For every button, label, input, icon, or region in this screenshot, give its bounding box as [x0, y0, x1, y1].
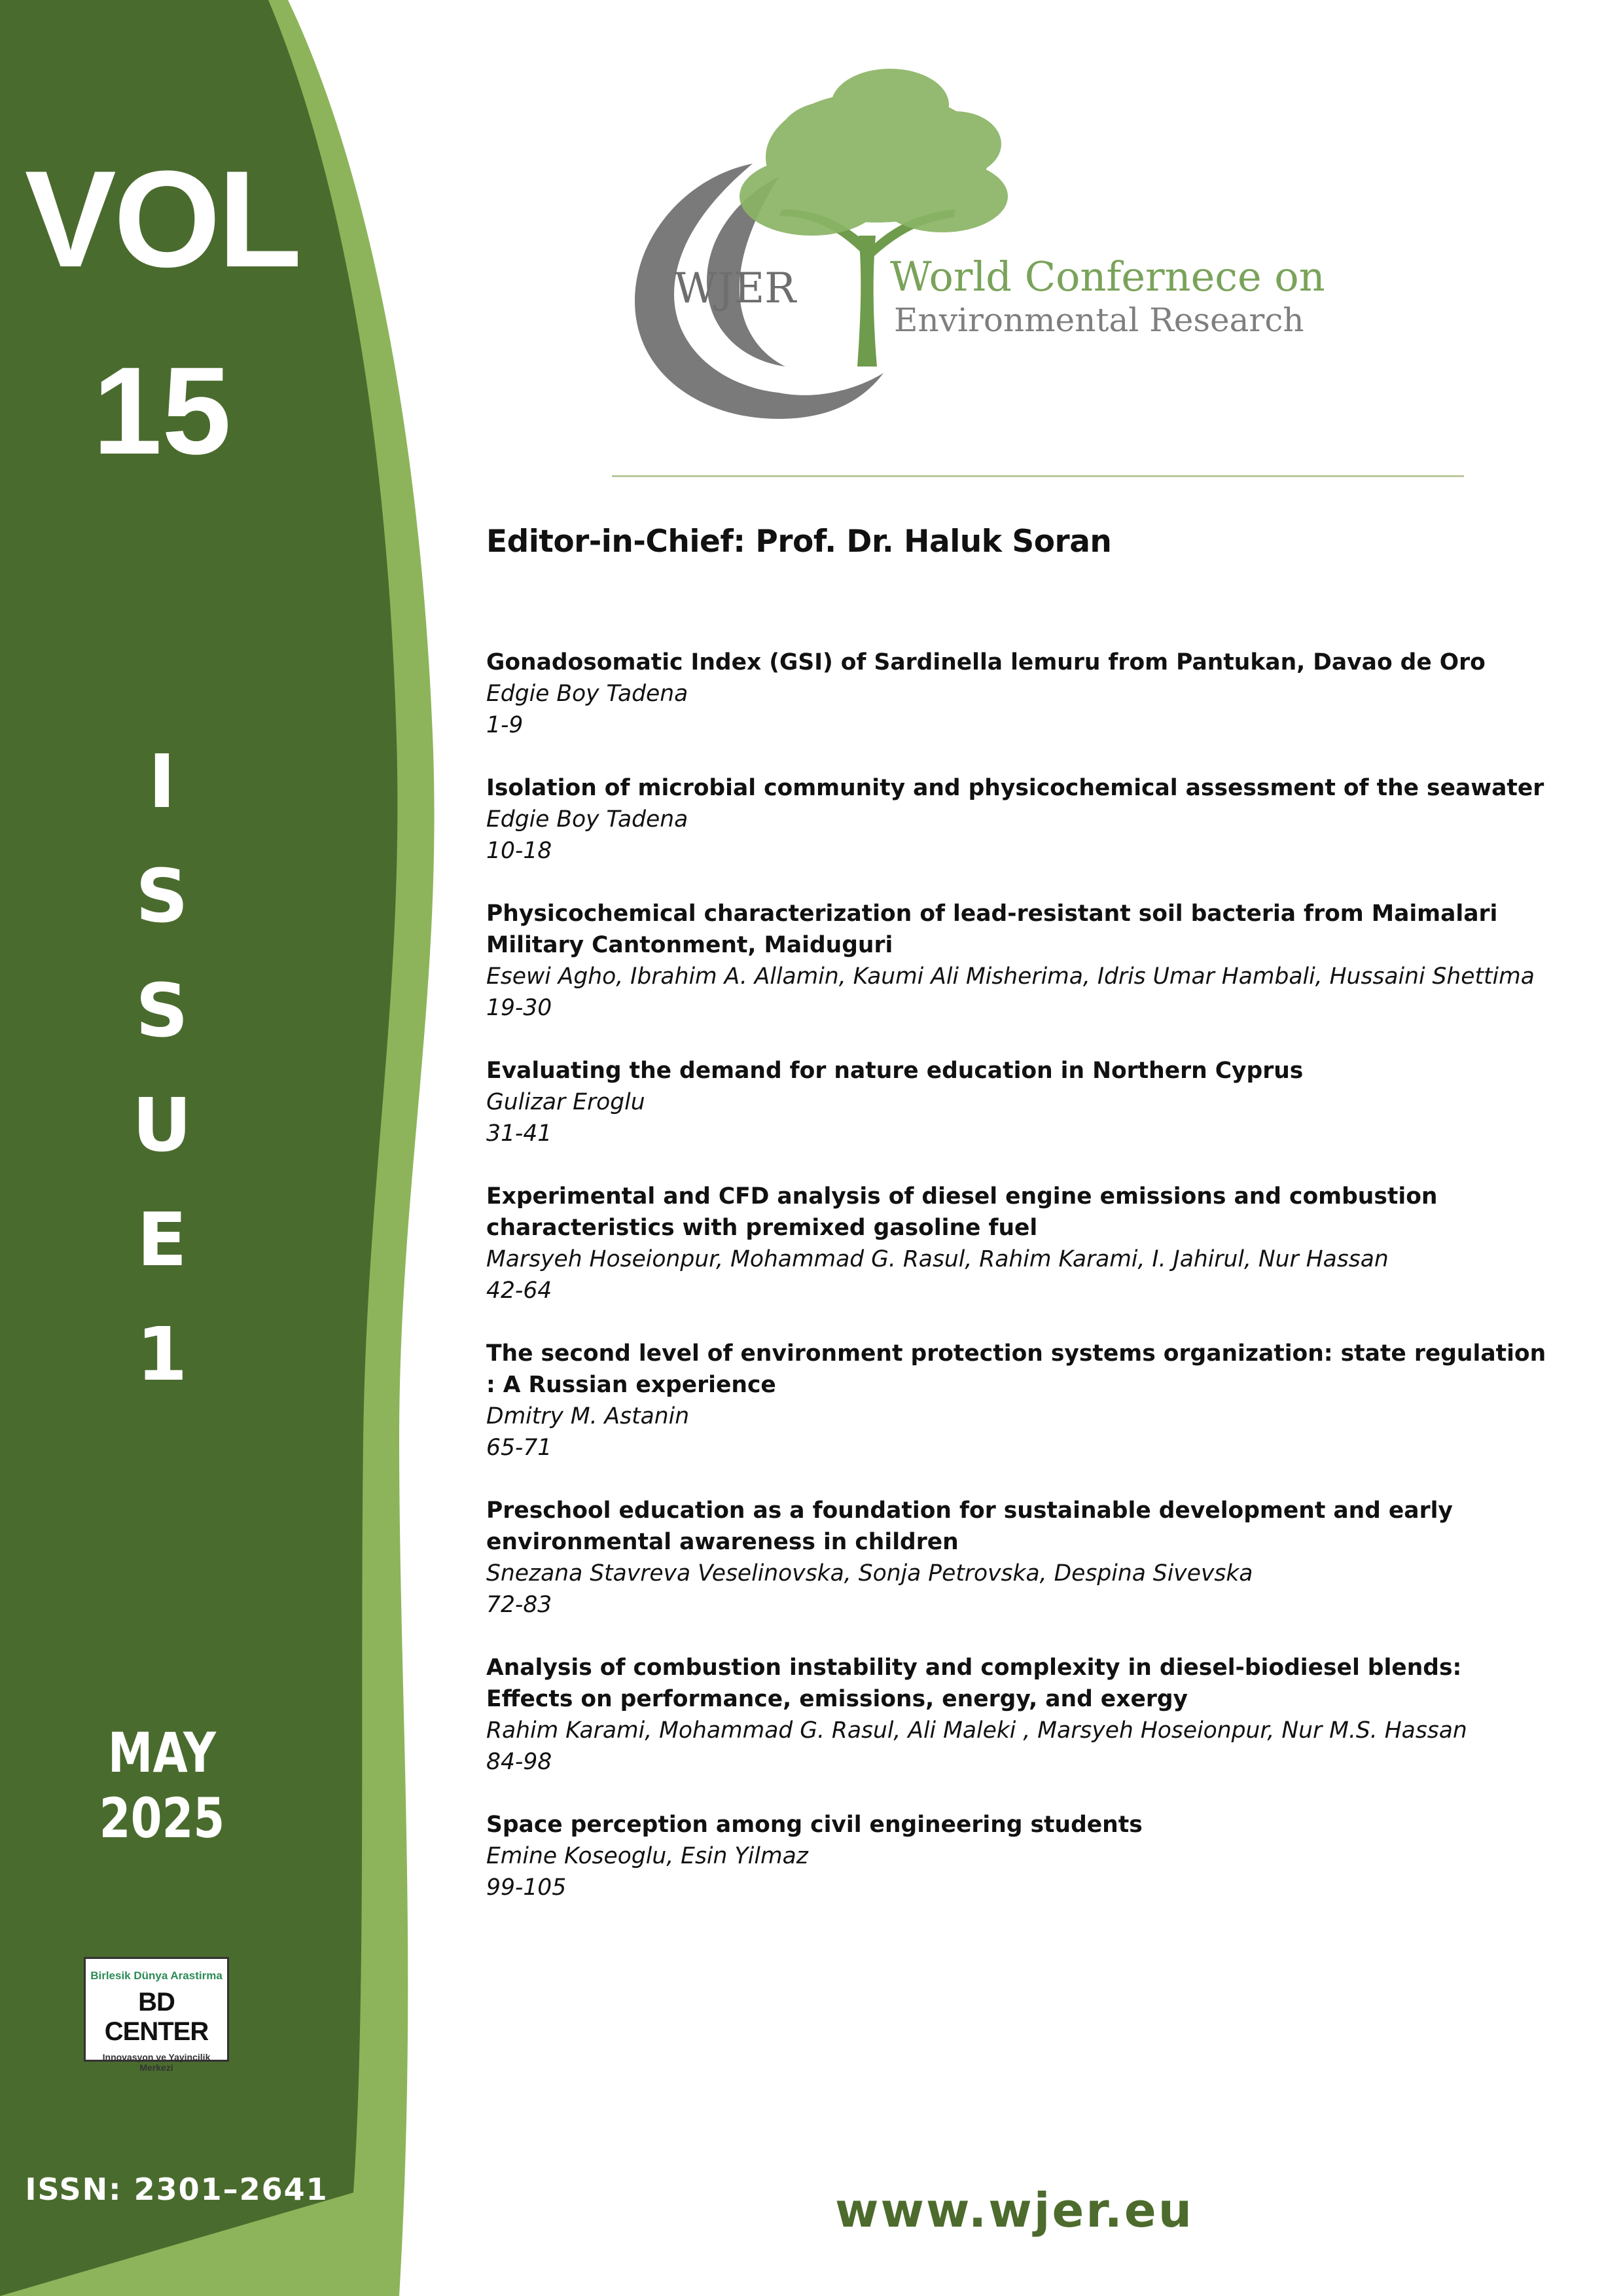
toc-entry: [486, 1181, 1546, 1306]
toc-entry: [486, 1055, 1546, 1149]
article-authors: Snezana Stavreva Veselinovska, Sonja Petrovska, Despina Sivevska: [486, 1560, 1253, 1587]
tree-canopy: [740, 69, 1008, 236]
article-title: Analysis of combustion instability and complexity in diesel-biodiesel blends: Effects on performance, emissions, energy, and exergy: [486, 1655, 1462, 1712]
issue-letter: I: [148, 740, 176, 825]
editor-in-chief: Editor-in-Chief: Prof. Dr. Haluk Soran: [486, 524, 1112, 560]
volume-label: VOL: [24, 142, 300, 296]
toc-entry: [486, 1809, 1546, 1903]
toc-entry: [486, 898, 1546, 1024]
article-authors: Emine Koseoglu, Esin Yilmaz: [486, 1843, 808, 1869]
article-authors: Edgie Boy Tadena: [486, 806, 688, 833]
article-title: Space perception among civil engineering students: [486, 1812, 1143, 1838]
journal-logo: [615, 65, 1348, 432]
article-authors: Dmitry M. Astanin: [486, 1403, 690, 1429]
article-authors: Gulizar Eroglu: [486, 1089, 645, 1115]
issue-letter: S: [135, 969, 188, 1054]
publisher-logo-main: BD CENTER: [104, 1988, 209, 2046]
article-pages: 19-30: [486, 995, 552, 1021]
issue-letter: U: [132, 1083, 192, 1168]
toc-entry: [486, 1338, 1546, 1463]
article-title: Experimental and CFD analysis of diesel engine emissions and combustion characteristics with premixed gasoline fuel: [486, 1183, 1438, 1241]
table-of-contents: [486, 647, 1546, 1935]
article-authors: Esewi Agho, Ibrahim A. Allamin, Kaumi Ali Misherima, Idris Umar Hambali, Hussaini Shettima: [486, 963, 1535, 990]
issue-year: 2025: [99, 1786, 225, 1850]
publisher-logo-bottom: Innovasyon ve Yayincilik Merkezi: [102, 2052, 211, 2073]
article-pages: 72-83: [486, 1592, 552, 1618]
header-divider: [612, 475, 1464, 477]
toc-entry: [486, 647, 1546, 741]
issue-letter: 1: [136, 1312, 188, 1397]
toc-entry: [486, 1652, 1546, 1778]
issn: ISSN: 2301–2641: [25, 2172, 329, 2207]
article-authors: Marsyeh Hoseionpur, Mohammad G. Rasul, Rahim Karami, I. Jahirul, Nur Hassan: [486, 1246, 1389, 1272]
website-link[interactable]: www.wjer.eu: [834, 2183, 1194, 2238]
article-title: Isolation of microbial community and physicochemical assessment of the seawater: [486, 775, 1544, 801]
article-title: The second level of environment protection systems organization: state regulation : A Russian experience: [486, 1340, 1546, 1398]
article-title: Preschool education as a foundation for sustainable development and early environmental awareness in children: [486, 1498, 1453, 1555]
article-title: Evaluating the demand for nature education in Northern Cyprus: [486, 1058, 1304, 1084]
article-pages: 65-71: [486, 1435, 552, 1461]
article-pages: 42-64: [486, 1278, 552, 1304]
logo-abbreviation: WJER: [674, 264, 796, 313]
volume-number: 15: [92, 342, 232, 480]
article-authors: Rahim Karami, Mohammad G. Rasul, Ali Maleki , Marsyeh Hoseionpur, Nur M.S. Hassan: [486, 1717, 1467, 1744]
publisher-logo-top: Birlesik Dünya Arastirma: [90, 1969, 223, 1982]
article-pages: 99-105: [486, 1874, 567, 1901]
article-pages: 10-18: [486, 838, 552, 864]
logo-subtitle: Environmental Research: [894, 301, 1304, 339]
toc-entry: [486, 772, 1546, 867]
logo-title: World Confernece on: [890, 253, 1325, 300]
article-pages: 31-41: [486, 1121, 552, 1147]
article-title: Gonadosomatic Index (GSI) of Sardinella lemuru from Pantukan, Davao de Oro: [486, 649, 1486, 675]
issue-month: MAY: [107, 1721, 217, 1785]
issue-letter: E: [137, 1198, 187, 1283]
issue-letter: S: [135, 854, 188, 939]
article-authors: Edgie Boy Tadena: [486, 681, 688, 707]
publisher-logo: [84, 1957, 229, 2073]
article-pages: 1-9: [486, 712, 524, 738]
article-title: Physicochemical characterization of lead-resistant soil bacteria from Maimalari Military Cantonment, Maiduguri: [486, 901, 1498, 958]
toc-entry: [486, 1495, 1546, 1621]
article-pages: 84-98: [486, 1749, 552, 1775]
